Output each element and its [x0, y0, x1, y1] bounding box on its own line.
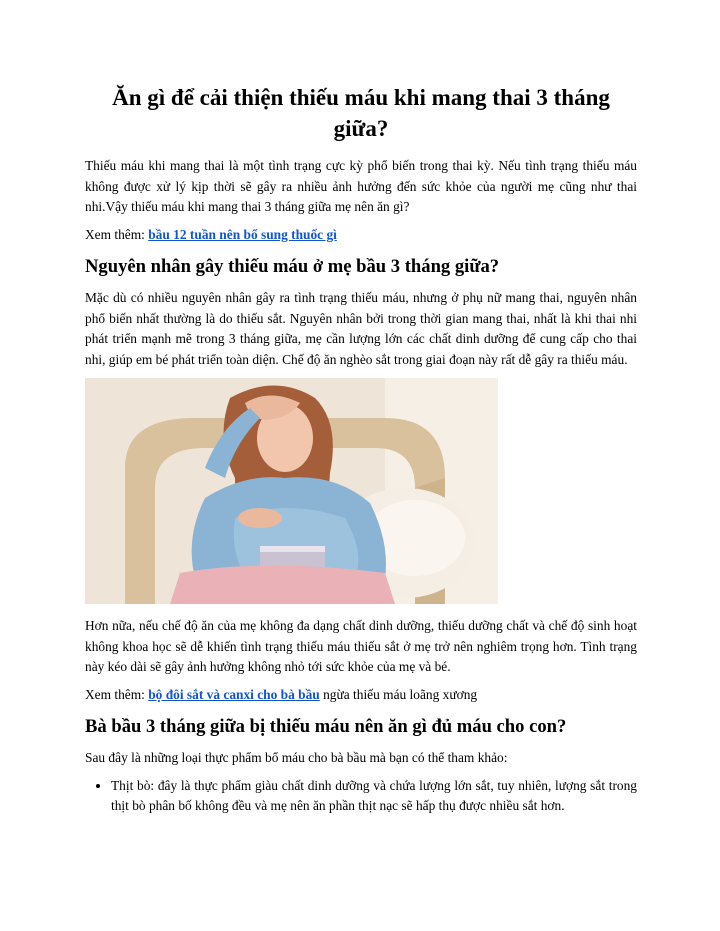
see-more-2-suffix: ngừa thiếu máu loãng xương: [319, 686, 478, 702]
see-more-2-prefix: Xem thêm:: [85, 686, 149, 702]
section1-paragraph: Mặc dù có nhiều nguyên nhân gây ra tình trạng thiếu máu, nhưng ở phụ nữ mang thai, nguyên nhân phổ biến nhất thường là do thiếu sắt. Nguyên nhân bởi trong thời gian mang thai, nhất là khi thai nhi phát triển mạnh mẽ trong 3 tháng giữa, mẹ cần lượng lớn các chất dinh dưỡng để cung cấp cho thai nhi, giúp em bé phát triển toàn diện. Chế độ ăn nghèo sắt trong giai đoạn này rất dễ gây ra thiếu máu.: [85, 290, 637, 367]
see-more-2-link[interactable]: bộ đôi sắt và canxi cho bà bầu: [148, 686, 320, 702]
intro-paragraph: Thiếu máu khi mang thai là một tình trạng cực kỳ phổ biến trong thai kỳ. Nếu tình trạng thiếu máu không được xử lý kịp thời sẽ gây ra nhiều ảnh hưởng đến sức khỏe của người mẹ cũng như thai nhi.Vậy thiếu máu khi mang thai 3 tháng giữa mẹ nên ăn gì?: [85, 158, 637, 214]
see-more-1-link[interactable]: bầu 12 tuần nên bổ sung thuốc gì: [148, 226, 337, 242]
see-more-1: [85, 225, 637, 246]
see-more-1-prefix: Xem thêm:: [85, 226, 149, 242]
pregnant-woman-illustration: [85, 378, 498, 604]
section1-heading: Nguyên nhân gây thiếu máu ở mẹ bầu 3 tháng giữa?: [85, 256, 500, 277]
paragraph-2: Hơn nữa, nếu chế độ ăn của mẹ không đa dạng chất dinh dưỡng, thiếu dưỡng chất và chế độ sinh hoạt không khoa học sẽ dễ khiến tình trạng thiếu máu thiếu sắt ở mẹ trở nên nghiêm trọng hơn. Tình trạng này kéo dài sẽ gây ảnh hưởng không nhỏ tới sức khỏe của mẹ và bé.: [85, 618, 637, 674]
document-page: [85, 82, 637, 817]
page-title: Ăn gì để cải thiện thiếu máu khi mang thai 3 tháng giữa?: [112, 85, 610, 141]
food-list: [85, 776, 637, 817]
list-item: • Thịt bò: đây là thực phẩm giàu chất dinh dưỡng và chứa lượng lớn sắt, tuy nhiên, lượng sắt trong thịt bò phân bố không đều và mẹ nên ăn phần thịt nạc sẽ hấp thụ được nhiều sắt hơn.: [111, 776, 637, 817]
section2-paragraph: Sau đây là những loại thực phẩm bổ máu cho bà bầu mà bạn có thể tham khảo:: [85, 750, 508, 765]
section2-heading: Bà bầu 3 tháng giữa bị thiếu máu nên ăn gì đủ máu cho con?: [85, 716, 567, 737]
see-more-2: [85, 685, 637, 706]
pregnant-woman-photo: [85, 378, 498, 604]
